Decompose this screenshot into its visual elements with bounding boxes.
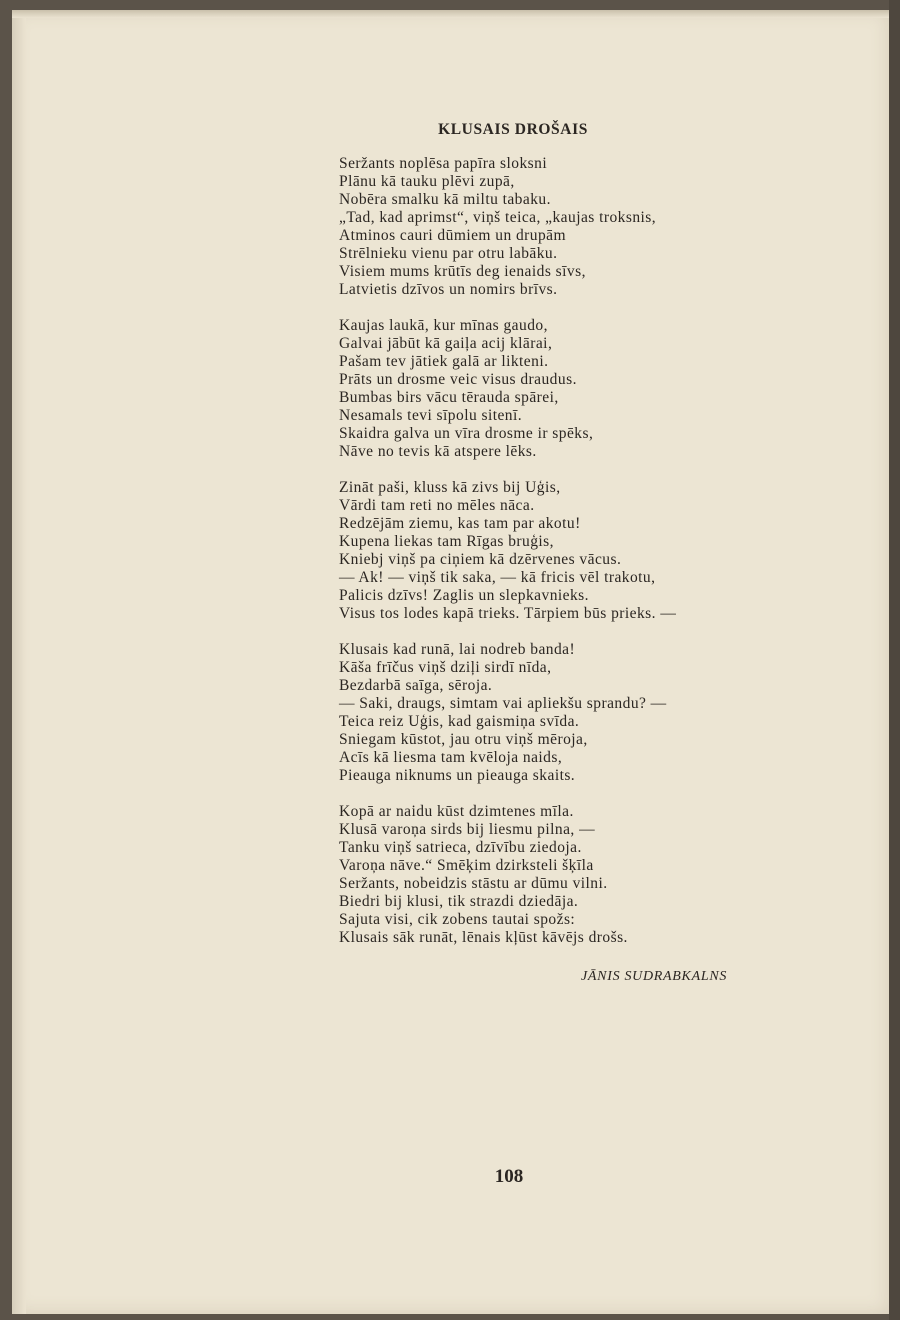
stanza-1 [339, 155, 809, 299]
poem-line: Varoņa nāve.“ Smēķim dzirksteli šķīla [339, 857, 594, 874]
poem-line: Atminos cauri dūmiem un drupām [339, 227, 567, 244]
stanza-4 [339, 641, 809, 785]
poem-body [339, 155, 809, 965]
poem-line: Bumbas birs vācu tērauda spārei, [339, 389, 559, 406]
poem-line: Nobēra smalku kā miltu tabaku. [339, 191, 551, 208]
stanza-5 [339, 803, 809, 947]
author-signature: JĀNIS SUDRABKALNS [581, 969, 728, 984]
poem-title: KLUSAIS DROŠAIS [438, 121, 588, 138]
poem-line: Plānu kā tauku plēvi zupā, [339, 173, 515, 190]
poem-line: Nesamals tevi sīpolu sitenī. [339, 407, 523, 424]
poem-line: Kupena liekas tam Rīgas bruģis, [339, 533, 554, 550]
poem-line: Prāts un drosme veic visus draudus. [339, 371, 577, 388]
poem-line: Kniebj viņš pa ciņiem kā dzērvenes vācus. [339, 551, 622, 568]
poem-line: Redzējām ziemu, kas tam par akotu! [339, 515, 581, 532]
poem-line: Latvietis dzīvos un nomirs brīvs. [339, 281, 558, 298]
poem-line: Bezdarbā saīga, sēroja. [339, 677, 493, 694]
poem-line: Nāve no tevis kā atspere lēks. [339, 443, 537, 460]
poem-line: Acīs kā liesma tam kvēloja naids, [339, 749, 563, 766]
poem-line: Klusais sāk runāt, lēnais kļūst kāvējs drošs. [339, 929, 628, 946]
poem-line: Teica reiz Uģis, kad gaismiņa svīda. [339, 713, 580, 730]
stanza-2 [339, 317, 809, 461]
stanza-3 [339, 479, 809, 623]
poem-line: Seržants, nobeidzis stāstu ar dūmu vilni. [339, 875, 608, 892]
poem-line: Sniegam kūstot, jau otru viņš mēroja, [339, 731, 588, 748]
poem-line: Pašam tev jātiek galā ar likteni. [339, 353, 549, 370]
poem-line: Kāša frīčus viņš dziļi sirdī nīda, [339, 659, 552, 676]
poem-line: Vārdi tam reti no mēles nāca. [339, 497, 535, 514]
poem-line: Seržants noplēsa papīra sloksni [339, 155, 548, 172]
poem-line: Sajuta visi, cik zobens tautai spožs: [339, 911, 576, 928]
poem-line: Klusā varoņa sirds bij liesmu pilna, — [339, 821, 596, 838]
poem-line: Strēlnieku vienu par otru labāku. [339, 245, 558, 262]
poem-line: Biedri bij klusi, tik strazdi dziedāja. [339, 893, 579, 910]
poem-line: Palicis dzīvs! Zaglis un slepkavnieks. [339, 587, 589, 604]
poem-line: Tanku viņš satrieca, dzīvību ziedoja. [339, 839, 582, 856]
poem-line: „Tad, kad aprimst“, viņš teica, „kaujas troksnis, [339, 209, 657, 226]
poem-line: Skaidra galva un vīra drosme ir spēks, [339, 425, 594, 442]
poem-line: Kopā ar naidu kūst dzimtenes mīla. [339, 803, 574, 820]
poem-line: Klusais kad runā, lai nodreb banda! [339, 641, 576, 658]
page-number: 108 [494, 1166, 524, 1187]
poem-line: Galvai jābūt kā gaiļa acij klārai, [339, 335, 553, 352]
poem-line: Visus tos lodes kapā trieks. Tārpiem būs prieks. — [339, 605, 677, 622]
poem-line: Zināt paši, kluss kā zivs bij Uģis, [339, 479, 561, 496]
poem-line: Visiem mums krūtīs deg ienaids sīvs, [339, 263, 586, 280]
poem-line: Pieauga niknums un pieauga skaits. [339, 767, 576, 784]
poem-line: — Ak! — viņš tik saka, — kā fricis vēl trakotu, [339, 569, 656, 586]
poem-line: — Saki, draugs, simtam vai apliekšu sprandu? — [339, 695, 667, 712]
poem-line: Kaujas laukā, kur mīnas gaudo, [339, 317, 548, 334]
